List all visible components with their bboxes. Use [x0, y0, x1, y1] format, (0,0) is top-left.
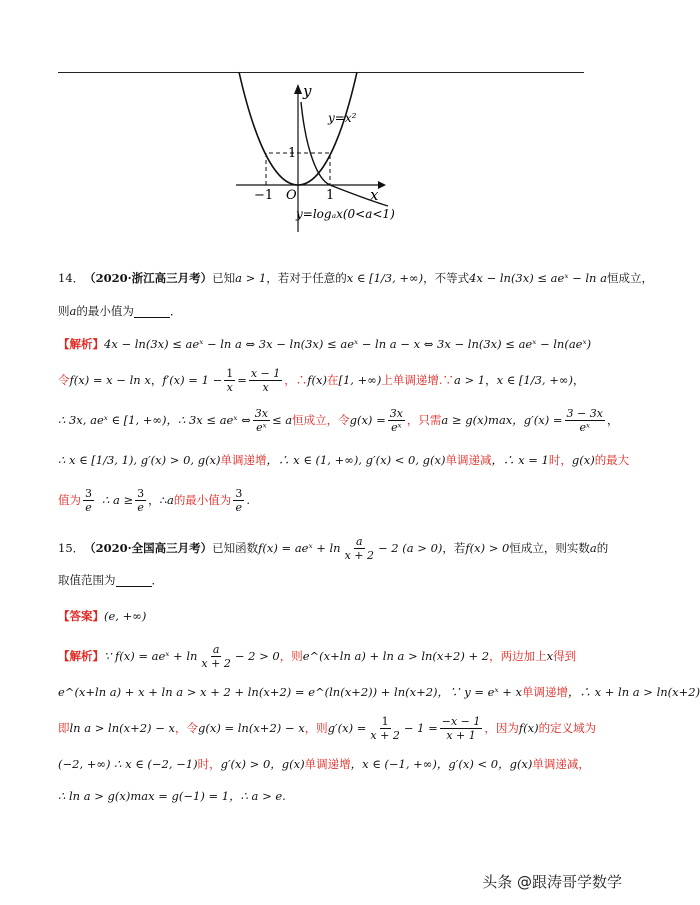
q15-l2-a: e^(x+ln a) + x + ln a > x + 2 + ln(x+2) = e^(ln(x+2)) + ln(x+2) [58, 685, 438, 699]
q15-l3-f: g′(x) = [327, 721, 367, 735]
question-14 [58, 258, 653, 520]
tick-neg1: −1 [254, 188, 274, 203]
q15-source: （2020·全国高三月考） [84, 541, 213, 555]
watermark: 头条 @跟涛哥学数学 [482, 873, 622, 891]
q14-text-a: 已知 [212, 271, 236, 285]
q15-answer-line [58, 600, 606, 632]
q14-l4-c: ，∴ x ∈ (1, +∞), g′(x) < 0, g(x) [266, 453, 446, 467]
q14-l4-h: 的最大 [594, 453, 630, 467]
q15-analysis-line3 [58, 708, 606, 748]
q15-analysis-line5 [58, 780, 606, 812]
q15-l3-e: ，则 [304, 721, 328, 735]
q15-number: 15． [58, 541, 85, 555]
q15-l1-a: ∵ f(x) = aeˣ + ln [104, 649, 198, 663]
q15-l3-h: ，因为 [484, 721, 519, 735]
q14-l2-a: 令 [58, 373, 70, 387]
q15-l4-i: 单调递减 [532, 757, 579, 771]
q15-l4-j: ， [578, 757, 590, 771]
q15-text-c: 恒成立，则实数 [509, 541, 590, 555]
q14-l4-f: 时， [548, 453, 572, 467]
q15-l3-b: ln a > ln(x+2) − x [69, 721, 175, 735]
q15-l3-d: g(x) = ln(x+2) − x [197, 721, 305, 735]
q15-l4-e: 单调递增 [304, 757, 351, 771]
q15-frac-a: $\frac{a}{x + 2}$ [344, 534, 375, 562]
q15-l3-g: − 1 = [403, 721, 438, 735]
q14-frac-x1x: $\frac{x - 1}{x}$ [250, 366, 281, 394]
q14-frac-1x: $\frac{1}{x}$ [226, 366, 234, 394]
q14-line2-b: 的最小值为 [76, 304, 134, 318]
q15-l3-c: ，令 [174, 721, 198, 735]
q14-l5-d: a [166, 493, 174, 507]
q15-frac-gp2: $\frac{-x - 1}{x + 1}$ [441, 714, 481, 742]
q14-l3-d: ，只需 [406, 413, 442, 427]
q14-frac-min: $\frac{3}{e}$ [235, 486, 243, 514]
q14-l4-b: 单调递增 [220, 453, 267, 467]
q15-l2-d: ，∴ x + ln a > ln(x+2) [567, 685, 700, 699]
q14-analysis-tag: 【解析】 [58, 337, 104, 351]
x-axis-arrow-icon [378, 181, 386, 189]
q15-analysis-tag: 【解析】 [58, 649, 104, 663]
q14-source: （2020·浙江高三月考） [84, 271, 213, 285]
q15-func: f(x) = aeˣ + ln [258, 541, 341, 555]
q15-l4-g: g′(x) < 0， [448, 757, 510, 771]
y-axis-arrow-icon [294, 84, 302, 94]
q15-text-d: 的 [596, 541, 609, 555]
q15-l4-d: g(x) [281, 757, 305, 771]
q15-analysis-line1: 【解析】 ∵ f(x) = aeˣ + ln $\frac{a}{x + 2}$ − 2 > 0 ，则 e^(x+ln a) + ln a > ln(x+2) + 2 ，两边加上 x 得到 [58, 636, 606, 676]
q14-l2-fp: f′(x) = 1 − [162, 373, 223, 387]
q15-text-a: 已知函数 [212, 541, 259, 555]
q14-l3-a: ∴ 3x, aeˣ ∈ [1, +∞)，∴ 3x ≤ aeˣ ⇔ [58, 413, 251, 427]
q15-answer-tag: 【答案】 [58, 609, 104, 623]
q15-l1-d: e^(x+ln a) + ln a > ln(x+2) + 2 [302, 649, 490, 663]
q15-stem-line2 [58, 568, 606, 592]
q14-cond: a > 1 [235, 271, 267, 285]
q14-l3-c: 恒成立，令 [292, 413, 350, 427]
q15-l4-c: g′(x) > 0， [220, 757, 282, 771]
q14-analysis-line4 [58, 440, 630, 480]
q14-stem-line2 [58, 298, 606, 324]
q15-l1-f: 得到 [553, 649, 577, 663]
q14-l4-e: ，∴ x = 1 [491, 453, 549, 467]
log-curve-label: y=logₐx(0<a<1) [296, 207, 395, 221]
q14-frac-3x-ex: $\frac{3x}{\text{eˣ}}$ [254, 406, 268, 434]
x-axis-label: x [370, 186, 379, 204]
q15-line2-end: ． [151, 573, 163, 587]
q15-analysis-line2 [58, 676, 700, 708]
q14-l2-f: f(x) = x − ln x [69, 373, 151, 387]
function-graph-figure [228, 72, 418, 232]
q14-domain: x ∈ [1/3, +∞) [346, 271, 424, 285]
q14-text-c: ，不等式 [423, 271, 470, 285]
q14-analysis-1: 4x − ln(3x) ≤ aeˣ − ln a ⇔ 3x − ln(3x) ≤ aeˣ − ln a − x ⇔ 3x − ln(3x) ≤ aeˣ − ln(aeˣ) [104, 337, 592, 351]
q15-l5: ∴ ln a > g(x)max = g(−1) = 1，∴ a > e. [58, 789, 286, 803]
q14-text-b: ，若对于任意的 [266, 271, 347, 285]
q15-l2-c: 单调递增 [521, 685, 568, 699]
q15-cond: f(x) > 0 [465, 541, 510, 555]
q15-text-b: ，若 [442, 541, 466, 555]
q14-var-a: a [69, 304, 77, 318]
q14-l4-d: 单调递减 [445, 453, 492, 467]
q15-l1-c: ，则 [279, 649, 303, 663]
q15-analysis-line4 [58, 748, 606, 780]
tick-1-x: 1 [326, 188, 335, 203]
q14-l5-c: ∴ [159, 493, 167, 507]
q15-l3-a: 即 [58, 721, 70, 735]
q14-analysis-line3: ∴ 3x, aeˣ ∈ [1, +∞)，∴ 3x ≤ aeˣ ⇔ $\frac{3x}{\text{eˣ}}$ ≤ a 恒成立，令 g(x) = $\frac{3x}{\text{eˣ}}$ ，只需 a ≥ g(x)max，g′(x) = $\frac{3 - 3x}{\text{eˣ}}$ ， [58, 400, 606, 440]
origin-label: O [286, 188, 297, 203]
q15-stem-line1: 15． （2020·全国高三月考） 已知函数 f(x) = aeˣ + ln $\frac{a}{x + 2}$ − 2 (a > 0) ，若 f(x) > 0 恒成立，则实数 a 的 [58, 528, 606, 568]
q14-l2-b: ，∴ [284, 373, 308, 387]
question-15 [58, 528, 700, 812]
q14-frac-g: $\frac{3x}{\text{eˣ}}$ [389, 406, 403, 434]
q14-l2-domain: x ∈ [1/3, +∞) [496, 373, 573, 387]
q15-l1-e: ，两边加上 [489, 649, 547, 663]
q14-analysis-line2: 令 f(x) = x − ln x ， f′(x) = 1 − $\frac{1}{x}$ = $\frac{x - 1}{x}$ ，∴ f(x) 在 [1, +∞) 上单调递增.∵ a > 1 ， x ∈ [1/3, +∞) ， [58, 360, 606, 400]
q14-frac-max: $\frac{3}{e}$ [85, 486, 92, 514]
q15-l4-b: 时， [197, 757, 221, 771]
q14-frac-a: $\frac{3}{e}$ [137, 486, 145, 514]
q14-l2-e: a > 1 [453, 373, 486, 387]
q14-text-d: 恒成立， [606, 271, 653, 285]
q15-l3-j: 的定义域为 [538, 721, 597, 735]
q15-l4-h: g(x) [509, 757, 533, 771]
q14-l4-g: g(x) [571, 453, 595, 467]
q14-l5-f: . [246, 493, 250, 507]
q14-inequality: 4x − ln(3x) ≤ aeˣ − ln a [469, 271, 607, 285]
q15-l4-a: (−2, +∞) ∴ x ∈ (−2, −1) [58, 757, 198, 771]
q14-number: 14． [58, 271, 85, 285]
q15-answer: (e, +∞) [104, 609, 147, 623]
q15-answer-blank [116, 574, 152, 587]
q15-l3-i: f(x) [518, 721, 539, 735]
q14-l4-a: ∴ x ∈ [1/3, 1), g′(x) > 0, g(x) [58, 453, 221, 467]
q14-l5-a: 值为 [58, 493, 81, 507]
parabola-label: y=x² [328, 111, 357, 125]
q14-l3-b: ≤ a [271, 413, 293, 427]
q14-stem-line1 [58, 258, 653, 298]
q14-analysis-line5: 值为 $\frac{3}{e}$ ∴ a ≥ $\frac{3}{e}$ ， ∴ a 的最小值为 $\frac{3}{e}$ . [58, 480, 606, 520]
q14-analysis-line1 [58, 328, 606, 360]
q15-frac-l1: $\frac{a}{x + 2}$ [201, 642, 231, 670]
y-axis-label: y [303, 82, 312, 100]
tick-1-y: 1 [288, 146, 297, 161]
q14-line2-end: ． [169, 304, 182, 318]
q15-l2-b: ，∵ y = eˣ + x [437, 685, 522, 699]
q15-l4-f: ，x ∈ (−1, +∞)， [350, 757, 449, 771]
q14-l2-d: 上单调递增.∵ [381, 373, 454, 387]
q15-line2: 取值范围为 [58, 573, 116, 587]
q14-l5-b: ∴ a ≥ [102, 493, 134, 507]
q14-answer-blank [134, 305, 170, 318]
q15-l1-b: − 2 > 0 [234, 649, 280, 663]
q15-frac-gp1: $\frac{1}{x + 2}$ [370, 714, 400, 742]
q14-frac-gp: $\frac{3 - 3x}{\text{eˣ}}$ [566, 406, 603, 434]
q15-func-b: − 2 (a > 0) [378, 541, 443, 555]
q14-l3-e: a ≥ g(x)max，g′(x) = [441, 413, 563, 427]
q14-l2-c: 在 [327, 373, 339, 387]
q14-l5-e: 的最小值为 [173, 493, 232, 507]
q14-line2-a: 则 [58, 304, 70, 318]
